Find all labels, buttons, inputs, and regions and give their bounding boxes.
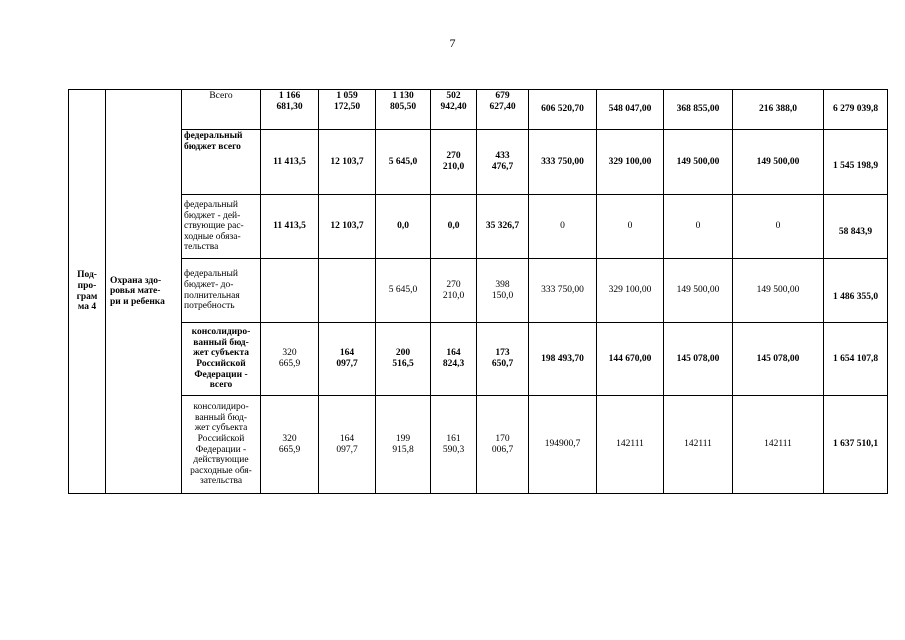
value-cell: 679 627,40 bbox=[477, 90, 529, 130]
subprogram-name: Охрана здо- ровья мате- ри и ребенка bbox=[106, 90, 182, 494]
funding-source: Всего bbox=[182, 90, 261, 130]
page-number: 7 bbox=[449, 36, 456, 50]
subprogram-label: Под- про- грам ма 4 bbox=[69, 90, 106, 494]
value-cell: 145 078,00 bbox=[664, 323, 733, 396]
value-cell: 548 047,00 bbox=[597, 90, 664, 130]
funding-source: консолидиро- ванный бюд- жет субъекта Российской Федерации - действующие расходные обя- зательства bbox=[182, 396, 261, 494]
value-cell: 12 103,7 bbox=[319, 195, 376, 259]
value-cell: 0 bbox=[664, 195, 733, 259]
value-cell: 149 500,00 bbox=[733, 259, 824, 323]
value-cell: 1 486 355,0 bbox=[824, 259, 888, 323]
value-cell: 164 824,3 bbox=[431, 323, 477, 396]
table-row bbox=[69, 323, 888, 396]
value-cell: 0,0 bbox=[376, 195, 431, 259]
value-cell: 142111 bbox=[733, 396, 824, 494]
value-cell: 1 545 198,9 bbox=[824, 130, 888, 195]
value-cell: 606 520,70 bbox=[529, 90, 597, 130]
funding-source: федеральный бюджет всего bbox=[182, 130, 261, 195]
value-cell: 198 493,70 bbox=[529, 323, 597, 396]
value-cell: 368 855,00 bbox=[664, 90, 733, 130]
funding-source: федеральный бюджет- до- полнительная потребность bbox=[182, 259, 261, 323]
value-cell: 194900,7 bbox=[529, 396, 597, 494]
value-cell: 329 100,00 bbox=[597, 130, 664, 195]
value-cell: 333 750,00 bbox=[529, 259, 597, 323]
value-cell: 11 413,5 bbox=[261, 130, 319, 195]
value-cell: 502 942,40 bbox=[431, 90, 477, 130]
value-cell: 1 130 805,50 bbox=[376, 90, 431, 130]
value-cell: 320 665,9 bbox=[261, 396, 319, 494]
value-cell: 1 166 681,30 bbox=[261, 90, 319, 130]
budget-table bbox=[68, 89, 888, 494]
value-cell: 5 645,0 bbox=[376, 259, 431, 323]
value-cell: 149 500,00 bbox=[664, 259, 733, 323]
value-cell: 58 843,9 bbox=[824, 195, 888, 259]
value-cell: 329 100,00 bbox=[597, 259, 664, 323]
value-cell: 200 516,5 bbox=[376, 323, 431, 396]
value-cell: 145 078,00 bbox=[733, 323, 824, 396]
value-cell: 199 915,8 bbox=[376, 396, 431, 494]
value-cell: 161 590,3 bbox=[431, 396, 477, 494]
value-cell: 1 059 172,50 bbox=[319, 90, 376, 130]
value-cell: 164 097,7 bbox=[319, 396, 376, 494]
value-cell bbox=[319, 259, 376, 323]
value-cell: 164 097,7 bbox=[319, 323, 376, 396]
table-row bbox=[69, 90, 888, 130]
value-cell: 149 500,00 bbox=[733, 130, 824, 195]
value-cell: 0 bbox=[733, 195, 824, 259]
value-cell: 0 bbox=[529, 195, 597, 259]
value-cell: 333 750,00 bbox=[529, 130, 597, 195]
value-cell: 142111 bbox=[664, 396, 733, 494]
value-cell: 5 645,0 bbox=[376, 130, 431, 195]
value-cell: 173 650,7 bbox=[477, 323, 529, 396]
table-row bbox=[69, 195, 888, 259]
funding-source: консолидиро- ванный бюд- жет субъекта Российской Федерации - всего bbox=[182, 323, 261, 396]
table-row bbox=[69, 130, 888, 195]
table-row bbox=[69, 259, 888, 323]
value-cell: 320 665,9 bbox=[261, 323, 319, 396]
value-cell: 398 150,0 bbox=[477, 259, 529, 323]
value-cell: 433 476,7 bbox=[477, 130, 529, 195]
value-cell: 144 670,00 bbox=[597, 323, 664, 396]
value-cell: 6 279 039,8 bbox=[824, 90, 888, 130]
value-cell: 12 103,7 bbox=[319, 130, 376, 195]
value-cell: 170 006,7 bbox=[477, 396, 529, 494]
value-cell: 216 388,0 bbox=[733, 90, 824, 130]
value-cell: 1 654 107,8 bbox=[824, 323, 888, 396]
value-cell bbox=[261, 259, 319, 323]
value-cell: 1 637 510,1 bbox=[824, 396, 888, 494]
table-row bbox=[69, 396, 888, 494]
value-cell: 35 326,7 bbox=[477, 195, 529, 259]
value-cell: 11 413,5 bbox=[261, 195, 319, 259]
value-cell: 270 210,0 bbox=[431, 130, 477, 195]
value-cell: 142111 bbox=[597, 396, 664, 494]
funding-source: федеральный бюджет - дей- ствующие рас- ходные обяза- тельства bbox=[182, 195, 261, 259]
value-cell: 0 bbox=[597, 195, 664, 259]
value-cell: 270 210,0 bbox=[431, 259, 477, 323]
value-cell: 0,0 bbox=[431, 195, 477, 259]
value-cell: 149 500,00 bbox=[664, 130, 733, 195]
